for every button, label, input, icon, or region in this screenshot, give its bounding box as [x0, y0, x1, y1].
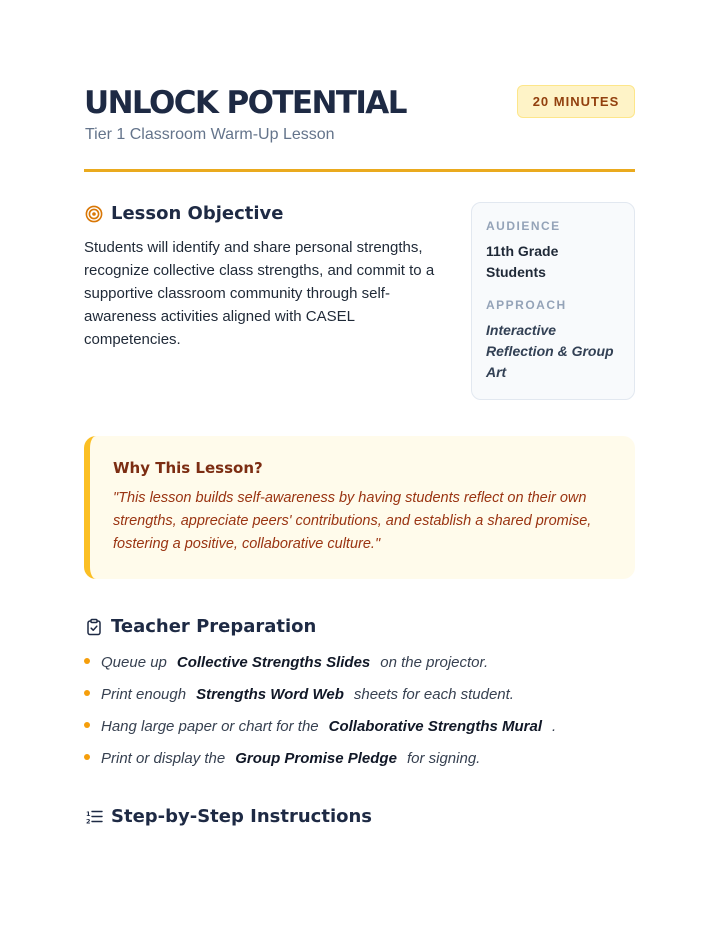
clipboard-check-icon — [85, 618, 103, 636]
bullet-icon — [84, 722, 90, 728]
lesson-details-card — [471, 202, 635, 400]
bullet-icon — [84, 658, 90, 664]
list-item — [84, 684, 556, 716]
objective-heading-label: Lesson Objective — [111, 203, 284, 224]
bullet-icon — [84, 754, 90, 760]
audience-value: 11th Grade Students — [486, 243, 559, 280]
list-item-text: . — [552, 718, 557, 735]
list-item-emphasis: Collective Strengths Slides — [176, 654, 371, 671]
objective-heading — [85, 202, 284, 226]
preparation-heading-label: Teacher Preparation — [111, 616, 317, 637]
list-item — [84, 716, 556, 748]
approach-label: APPROACH — [486, 298, 567, 312]
list-item-text: Hang large paper or chart for the — [101, 718, 319, 735]
steps-heading — [85, 805, 372, 829]
preparation-list — [84, 652, 556, 780]
why-quote: "This lesson builds self-awareness by having students reflect on their own strengths, appreciate peers' contributions, and establish a shared promise, fostering a positive, collaborative culture." — [113, 490, 592, 552]
list-item — [84, 748, 556, 780]
list-item-text: Print enough — [101, 686, 187, 703]
page-title: UNLOCK POTENTIAL — [84, 85, 406, 121]
steps-heading-label: Step-by-Step Instructions — [111, 806, 373, 827]
bullet-icon — [84, 690, 90, 696]
svg-text:2: 2 — [86, 817, 91, 826]
preparation-heading — [85, 615, 316, 639]
list-item-text: on the projector. — [380, 654, 489, 671]
numbered-list-icon — [85, 808, 103, 826]
why-this-lesson-callout — [84, 436, 635, 579]
list-item — [84, 652, 556, 684]
list-item-text: for signing. — [406, 750, 481, 767]
list-item-emphasis: Collaborative Strengths Mural — [328, 718, 542, 735]
list-item-text: Print or display the — [101, 750, 226, 767]
list-item-emphasis: Strengths Word Web — [196, 686, 344, 703]
target-icon — [85, 205, 103, 223]
page-subtitle: Tier 1 Classroom Warm-Up Lesson — [85, 126, 335, 143]
approach-value: Interactive Reflection & Group Art — [486, 322, 614, 380]
list-item-emphasis: Group Promise Pledge — [235, 750, 397, 767]
audience-label: AUDIENCE — [486, 219, 561, 233]
header-divider — [84, 169, 635, 172]
duration-badge: 20 MINUTES — [517, 85, 635, 118]
list-item-text: sheets for each student. — [353, 686, 514, 703]
list-item-text: Queue up — [101, 654, 167, 671]
svg-text:1: 1 — [86, 810, 91, 818]
why-heading: Why This Lesson? — [113, 459, 263, 477]
objective-text: Students will identify and share personal strengths, recognize collective class strengths, and commit to a supportive classroom community through self-awareness activities aligned with CASEL competencies. — [84, 239, 435, 348]
